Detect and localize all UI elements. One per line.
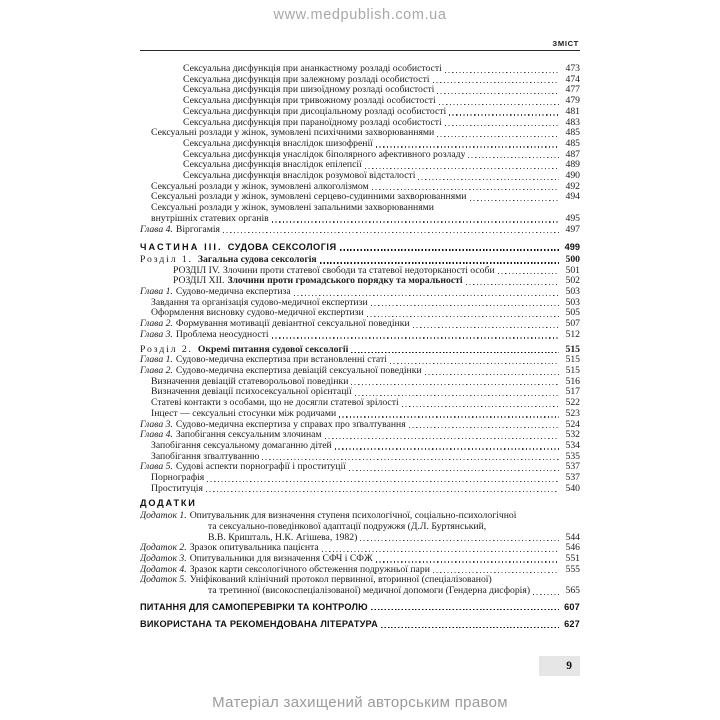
toc-entry-page: 607 (564, 601, 580, 612)
toc-entry-title: СУДОВА СЕКСОЛОГІЯ (227, 242, 337, 253)
toc-entry (140, 85, 580, 96)
toc-entry-page: 546 (565, 543, 580, 554)
dot-leader (445, 125, 559, 126)
toc-entry (140, 377, 580, 388)
dot-leader (371, 305, 559, 306)
toc-entry-page: 537 (565, 462, 580, 473)
toc-entry-page: 523 (565, 408, 580, 419)
toc-entry-page: 532 (565, 430, 580, 441)
dot-leader (325, 438, 559, 439)
dot-leader (439, 104, 559, 105)
toc-entry-title: та третинної (високоспеціалізованої) медичної допомоги (Гендерна дисфорія) (208, 586, 531, 597)
toc-entry-title: Запобігання сексуальним злочинам (175, 430, 322, 441)
toc-entry-title: Сексуальна дисфункція унаслідок біполярного афективного розладу (183, 149, 466, 160)
dot-leader (437, 136, 559, 137)
dot-leader (367, 316, 559, 317)
toc-entry-title: Сексуальні розлади у жінок, зумовлені психічними захворюваннями (151, 128, 435, 139)
toc-entry-page: 473 (565, 64, 580, 74)
toc-entry-title: Статеві контакти з особами, що не досягли статевої зрілості (151, 398, 399, 409)
dot-leader (390, 363, 559, 364)
toc-entry (140, 543, 580, 554)
toc-entry-title: Сексуальна дисфункція внаслідок епілепсії (183, 160, 362, 171)
toc-entry (140, 522, 580, 533)
page-number-badge: 9 (539, 656, 580, 676)
toc-entry-page: 515 (565, 344, 580, 355)
toc-entry-title: Судові аспекти порнографії і проституції (175, 462, 346, 473)
toc-entry (140, 118, 580, 129)
toc-list (140, 64, 580, 630)
toc-entry (140, 96, 580, 107)
toc-entry-page: 515 (565, 365, 580, 376)
dot-leader (355, 395, 559, 396)
dot-leader (409, 427, 559, 428)
toc-entry-title: Судово-медична експертиза у справах про зґвалтування (175, 419, 406, 430)
toc-entry (140, 298, 580, 309)
toc-entry-page: 503 (565, 287, 580, 298)
toc-entry-prefix: Додаток 3. (140, 553, 187, 564)
toc-entry (140, 182, 580, 193)
toc-entry-page: 555 (565, 564, 580, 575)
toc-entry-title: Злочини проти статевої свободи та статевої недоторканості особи (222, 265, 495, 276)
toc-entry-page: 627 (564, 619, 580, 630)
toc-entry-title: ДОДАТКИ (140, 498, 197, 509)
toc-entry-prefix: Глава 3. (140, 419, 173, 430)
toc-entry (140, 441, 580, 452)
toc-entry (140, 345, 580, 356)
toc-entry-page: 534 (565, 440, 580, 451)
toc-entry-prefix: Додаток 1. (140, 511, 187, 522)
toc-entry-title: Судово-медична експертиза при встановленні статі (175, 355, 387, 366)
toc-entry (140, 214, 580, 225)
toc-entry-title: Сексуальна дисфункція внаслідок шизофренії (183, 138, 373, 149)
toc-entry (140, 128, 580, 139)
toc-entry-title: Визначення девіацій статеворольової поведінки (151, 376, 349, 387)
contents-header-label: ЗМІСТ (552, 39, 579, 48)
toc-entry (140, 498, 580, 509)
toc-entry-prefix: Додаток 5. (140, 575, 187, 586)
toc-entry-page: 507 (565, 319, 580, 330)
dot-leader (262, 459, 559, 460)
toc-entry (140, 203, 580, 214)
site-watermark: www.medpublish.com.ua (273, 7, 447, 23)
dot-leader (498, 273, 559, 274)
toc-entry-title: Запобігання сексуальному домаганню дітей (151, 440, 332, 451)
toc-entry (140, 255, 580, 266)
toc-entry (140, 619, 580, 630)
dot-leader (418, 179, 559, 180)
toc-entry-page: 483 (565, 117, 580, 128)
toc-entry-prefix: Розділ 1. (140, 254, 193, 265)
toc-entry (140, 276, 580, 287)
dot-leader (339, 416, 559, 417)
toc-entry-title: Сексуальна дисфункція при ананкастному розладі особистості (183, 64, 442, 74)
toc-entry-title: Сексуальна дисфункція при шизоїдному розладі особистості (183, 85, 435, 96)
dot-leader (449, 114, 559, 115)
toc-entry (140, 473, 580, 484)
toc-entry-title: Опитувальник для визначення ступеня психологічної, соціально-психологічної (189, 511, 517, 522)
toc-entry (140, 565, 580, 576)
toc-entry-title: Сексуальні розлади у жінок, зумовлені алкоголізмом (151, 181, 369, 192)
toc-entry-page: 515 (565, 355, 580, 366)
dot-leader (470, 200, 560, 201)
toc-entry-page: 537 (565, 473, 580, 484)
toc-entry-prefix: Додаток 2. (140, 543, 187, 554)
toc-entry-prefix: РОЗДІЛ IV. (173, 265, 220, 276)
toc-entry (140, 387, 580, 398)
toc-entry (140, 355, 580, 366)
dot-leader (349, 470, 559, 471)
toc-entry-title: Інцест — сексуальні стосунки між родичами (151, 408, 337, 419)
toc-entry-prefix: РОЗДІЛ XII. (173, 276, 225, 287)
toc-entry (140, 64, 580, 75)
toc-entry-title: Сексуальна дисфункція при тривожному розладі особистості (183, 96, 436, 107)
toc-entry-page: 565 (565, 586, 580, 597)
dot-leader (206, 491, 559, 492)
toc-entry-page: 477 (565, 85, 580, 96)
toc-entry-page: 495 (565, 213, 580, 224)
dot-leader (351, 352, 559, 354)
toc-entry-page: 494 (565, 192, 580, 203)
dot-leader (365, 168, 559, 169)
toc-entry-page: 479 (565, 96, 580, 107)
dot-leader (372, 189, 559, 190)
toc-entry-prefix: Глава 4. (140, 430, 173, 441)
toc-entry (140, 366, 580, 377)
toc-entry (140, 430, 580, 441)
dot-leader (376, 146, 559, 147)
toc-entry-page: 499 (564, 242, 580, 253)
toc-entry-page: 551 (565, 553, 580, 564)
toc-entry-title: Окремі питання судової сексології (197, 344, 349, 355)
toc-entry-page: 497 (565, 224, 580, 235)
dot-leader (413, 327, 559, 328)
toc-entry-prefix: Додаток 4. (140, 564, 187, 575)
toc-entry (140, 150, 580, 161)
toc-entry-page: 485 (565, 128, 580, 139)
dot-leader (433, 572, 559, 573)
toc-entry-title: Формування мотивації девіантної сексуальної поведінки (175, 319, 410, 330)
dot-leader (351, 384, 559, 385)
toc-entry-title: Сексуальна дисфункція при дисоціальному розладі особистості (183, 106, 447, 117)
toc-entry-prefix: Глава 3. (140, 329, 173, 340)
toc-entry-page: 485 (565, 138, 580, 149)
dot-leader (272, 337, 559, 338)
dot-leader (445, 72, 559, 73)
header-rule (140, 50, 580, 51)
toc-entry (140, 602, 580, 613)
dot-leader (322, 551, 559, 552)
copyright-notice: Матеріал захищений авторським правом (212, 694, 508, 711)
toc-entry (140, 330, 580, 341)
toc-entry-title: Сексуальна дисфункція при залежному розладі особистості (183, 74, 430, 85)
toc-entry-prefix: Глава 4. (140, 224, 173, 235)
dot-leader (207, 481, 559, 482)
toc-entry (140, 484, 580, 495)
toc-entry (140, 75, 580, 86)
toc-entry-title: Завдання та організація судово-медичної експертизи (151, 297, 368, 308)
toc-entry-title: Загальна судова сексологія (197, 254, 317, 265)
toc-entry (140, 319, 580, 330)
toc-entry-title: Сексуальні розлади у жінок, зумовлені запальними захворюваннями (151, 203, 434, 214)
toc-entry (140, 409, 580, 420)
dot-leader (223, 232, 559, 233)
toc-entry-prefix: Глава 1. (140, 287, 173, 298)
dot-leader (437, 93, 559, 94)
dot-leader (533, 594, 559, 595)
toc-entry-prefix: Глава 5. (140, 462, 173, 473)
toc-entry (140, 171, 580, 182)
dot-leader (402, 406, 559, 407)
toc-entry (140, 308, 580, 319)
toc-entry-page: 501 (565, 265, 580, 276)
toc-entry-prefix: Розділ 2. (140, 344, 193, 355)
dot-leader (335, 448, 559, 449)
toc-entry-page: 517 (565, 387, 580, 398)
toc-entry-page: 489 (565, 160, 580, 171)
toc-entry-title: Опитувальники для визначення СФЧ і СФЖ (189, 553, 373, 564)
toc-entry-title: Уніфікований клінічний протокол первинної, вторинної (спеціалізованої) (189, 575, 492, 586)
toc-entry-title: Визначення девіації психосексуальної орієнтації (151, 387, 352, 398)
toc-entry (140, 242, 580, 253)
toc-entry-page: 492 (565, 181, 580, 192)
toc-entry-title: Зразок карти сексологічного обстеження подружньої пари (189, 564, 430, 575)
dot-leader (272, 221, 559, 222)
toc-entry-prefix: ЧАСТИНА III. (140, 242, 223, 253)
toc-entry-page: 544 (565, 532, 580, 543)
toc-entry-page: 503 (565, 297, 580, 308)
toc-entry-title: В.В. Кришталь, Н.К. Агішева, 1982) (208, 532, 358, 543)
toc-entry-page: 500 (565, 254, 580, 265)
toc-entry (140, 266, 580, 277)
toc-entry-prefix: Глава 2. (140, 365, 173, 376)
dot-leader (468, 157, 559, 158)
toc-entry-title: Судово-медична експертиза девіацій сексуальної поведінки (175, 365, 422, 376)
toc-entry-page: 490 (565, 171, 580, 182)
dot-leader (425, 374, 559, 375)
dot-leader (360, 540, 559, 541)
toc-entry-title: ВИКОРИСТАНА ТА РЕКОМЕНДОВАНА ЛІТЕРАТУРА (140, 619, 378, 630)
dot-leader (376, 561, 559, 562)
dot-leader (371, 609, 559, 611)
toc-entry-page: 540 (565, 483, 580, 494)
toc-entry-title: Судово-медична експертиза (175, 287, 291, 298)
dot-leader (433, 82, 560, 83)
toc-entry-title: Порнографія (151, 473, 205, 484)
toc-entry (140, 160, 580, 171)
toc-entry (140, 575, 580, 586)
toc-entry-title: Сексуальна дисфункція внаслідок розумової відсталості (183, 171, 416, 182)
toc-entry-prefix: Глава 1. (140, 355, 173, 366)
toc-entry (140, 192, 580, 203)
toc-entry-page: 512 (565, 329, 580, 340)
toc-entry-title: Зразок опитувальника пацієнта (189, 543, 319, 554)
toc-entry (140, 586, 580, 597)
dot-leader (320, 262, 559, 264)
toc-entry (140, 554, 580, 565)
toc-entry-page: 474 (565, 74, 580, 85)
toc-entry-page: 487 (565, 149, 580, 160)
toc-entry (140, 462, 580, 473)
dot-leader (294, 295, 559, 296)
toc-entry (140, 225, 580, 236)
toc-entry-title: Злочини проти громадського порядку та моральності (227, 276, 463, 287)
toc-entry (140, 420, 580, 431)
toc-entry (140, 398, 580, 409)
dot-leader (466, 284, 559, 285)
dot-leader (381, 627, 559, 629)
toc-entry (140, 107, 580, 118)
toc-entry-title: ПИТАННЯ ДЛЯ САМОПЕРЕВІРКИ ТА КОНТРОЛЮ (140, 601, 368, 612)
toc-entry-title: Оформлення висновку судово-медичної експертизи (151, 308, 364, 319)
toc-entry-page: 516 (565, 376, 580, 387)
toc-entry-page: 524 (565, 419, 580, 430)
toc-entry (140, 533, 580, 544)
toc-entry-title: Сексуальні розлади у жінок, зумовлені серцево-судинними захворюваннями (151, 192, 467, 203)
toc-entry-title: Проблема неосудності (175, 329, 269, 340)
toc-entry-title: Віргогамія (175, 224, 220, 235)
toc-entry-page: 505 (565, 308, 580, 319)
toc-entry (140, 139, 580, 150)
toc-entry-page: 535 (565, 451, 580, 462)
toc-entry-title: Запобігання зґвалтуванню (151, 451, 260, 462)
toc-entry-page: 502 (565, 276, 580, 287)
toc-entry-title: внутрішніх статевих органів (151, 213, 269, 224)
toc-entry-title: та сексуально-поведінкової адаптації подружжя (Д.Л. Буртянський, (208, 521, 487, 532)
toc-entry-title: Сексуальна дисфункція при параноїдному розладі особистості (183, 117, 442, 128)
toc-entry (140, 287, 580, 298)
toc-entry-prefix: Глава 2. (140, 319, 173, 330)
toc-entry-page: 481 (565, 106, 580, 117)
toc-entry-page: 522 (565, 398, 580, 409)
toc-entry-title: Проституція (151, 483, 203, 494)
toc-entry (140, 511, 580, 522)
dot-leader (340, 249, 559, 251)
toc-entry (140, 452, 580, 463)
